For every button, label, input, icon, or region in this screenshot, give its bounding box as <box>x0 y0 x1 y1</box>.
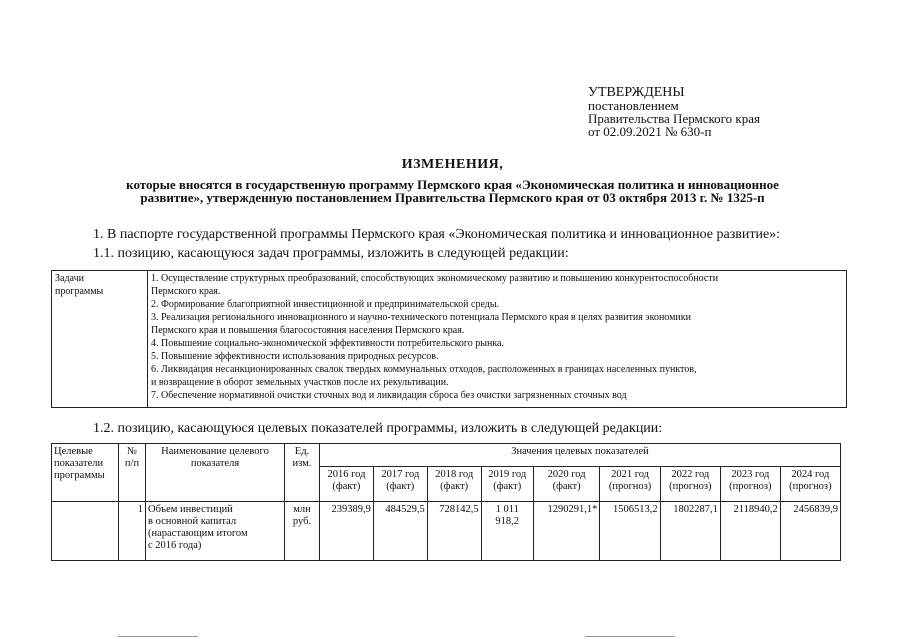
header-text: № <box>126 446 138 457</box>
value-cell: 1290291,1* <box>533 502 600 561</box>
value-cell: 1506513,2 <box>600 502 660 561</box>
year-label: 2018 год <box>435 469 474 480</box>
year-label: 2016 год <box>327 469 366 480</box>
value-cell: 2456839,9 <box>780 502 840 561</box>
header-indicators <box>52 444 119 502</box>
document-subtitle: развитие», утвержденную постановлением Правительства Пермского края от 03 октября 2013 г. № 1325-п <box>140 190 765 205</box>
header-text: Целевые <box>54 446 93 457</box>
approval-line: от 02.09.2021 № 630-п <box>588 124 712 139</box>
year-header <box>320 467 374 502</box>
header-unit <box>285 444 320 502</box>
task-item: 3. Реализация регионального инновационного и научно-технического потенциала Пермского края в целях развития экономики <box>151 312 691 323</box>
row-indicator-name <box>146 502 285 561</box>
tasks-label: Задачи <box>55 273 84 284</box>
header-values: Значения целевых показателей <box>320 444 841 467</box>
task-item: Пермского края и повышения благосостояния населения Пермского края. <box>151 325 465 336</box>
year-header <box>660 467 720 502</box>
name-line: Объем инвестиций <box>148 504 233 515</box>
footer-rule <box>585 636 675 637</box>
year-label: 2023 год <box>731 469 770 480</box>
year-header <box>533 467 600 502</box>
paragraph-1-1: 1.1. позицию, касающуюся задач программы, изложить в следующей редакции: <box>93 246 569 261</box>
value-cell: 2118940,2 <box>720 502 780 561</box>
year-label: 2017 год <box>381 469 420 480</box>
value-cell: 484529,5 <box>373 502 427 561</box>
year-label: 2024 год <box>791 469 830 480</box>
header-text: программы <box>54 470 105 481</box>
year-header <box>780 467 840 502</box>
year-status: (факт) <box>386 481 415 492</box>
header-number <box>119 444 146 502</box>
value-cell: 1802287,1 <box>660 502 720 561</box>
year-header <box>600 467 660 502</box>
year-status: (прогноз) <box>789 481 832 492</box>
task-item: 7. Обеспечение нормативной очистки сточных вод и ликвидация сброса без очистки загрязненных сточных вод <box>151 390 627 401</box>
task-item: 5. Повышение эффективности использования природных ресурсов. <box>151 351 439 362</box>
row-unit <box>285 502 320 561</box>
footer-rule <box>118 636 198 637</box>
year-status: (прогноз) <box>729 481 772 492</box>
row-number: 1 <box>119 502 146 561</box>
year-label: 2021 год <box>611 469 650 480</box>
approval-line: постановлением <box>588 98 679 113</box>
year-status: (прогноз) <box>669 481 712 492</box>
year-label: 2019 год <box>488 469 527 480</box>
header-indicator-name <box>146 444 285 502</box>
approval-title: УТВЕРЖДЕНЫ <box>588 85 685 100</box>
year-status: (факт) <box>440 481 469 492</box>
tasks-table <box>51 270 847 408</box>
year-label: 2020 год <box>547 469 586 480</box>
tasks-list-cell <box>148 271 847 408</box>
approval-line: Правительства Пермского края <box>588 111 760 126</box>
header-text: Ед. <box>294 446 310 457</box>
task-item: 1. Осуществление структурных преобразований, способствующих экономическому развитию и повышению конкурентоспособности <box>151 273 719 284</box>
header-text: Наименование целевого <box>161 446 269 457</box>
header-text: показателя <box>190 458 240 469</box>
document-subtitle: которые вносятся в государственную программу Пермского края «Экономическая политика и инновационное <box>126 177 779 192</box>
paragraph-1: 1. В паспорте государственной программы Пермского края «Экономическая политика и инновационное развитие»: <box>93 227 781 242</box>
value-cell: 1 011 918,2 <box>481 502 533 561</box>
task-item: Пермского края. <box>151 286 221 297</box>
year-header <box>481 467 533 502</box>
value-cell: 728142,5 <box>427 502 481 561</box>
header-text: п/п <box>124 458 140 469</box>
tasks-label-cell <box>52 271 148 408</box>
header-text: изм. <box>292 458 312 469</box>
year-header <box>373 467 427 502</box>
name-line: с 2016 года) <box>148 540 202 551</box>
year-status: (факт) <box>493 481 522 492</box>
task-item: 6. Ликвидация несанкционированных свалок твердых коммунальных отходов, расположенных в границах населенных пунктов, <box>151 364 697 375</box>
unit-line: млн <box>293 504 311 515</box>
name-line: (нарастающим итогом <box>148 528 248 539</box>
indicators-table <box>51 443 841 561</box>
approval-stamp <box>588 86 760 138</box>
tasks-label: программы <box>55 286 104 297</box>
task-item: и возвращение в оборот земельных участков после их рекультивации. <box>151 377 449 388</box>
name-line: в основной капитал <box>148 516 237 527</box>
year-label: 2022 год <box>671 469 710 480</box>
year-status: (факт) <box>332 481 361 492</box>
paragraph-1-2: 1.2. позицию, касающуюся целевых показателей программы, изложить в следующей редакции: <box>93 421 663 436</box>
header-text: показатели <box>54 458 104 469</box>
task-item: 2. Формирование благоприятной инвестиционной и предпринимательской среды. <box>151 299 500 310</box>
year-header <box>720 467 780 502</box>
year-status: (факт) <box>552 481 581 492</box>
year-status: (прогноз) <box>608 481 652 492</box>
row-empty-cell <box>52 502 119 561</box>
value-cell: 239389,9 <box>320 502 374 561</box>
document-title: ИЗМЕНЕНИЯ, <box>401 157 504 172</box>
unit-line: руб. <box>292 516 312 527</box>
table-row <box>52 502 841 561</box>
year-header <box>427 467 481 502</box>
task-item: 4. Повышение социально-экономической эффективности потребительского рынка. <box>151 338 504 349</box>
